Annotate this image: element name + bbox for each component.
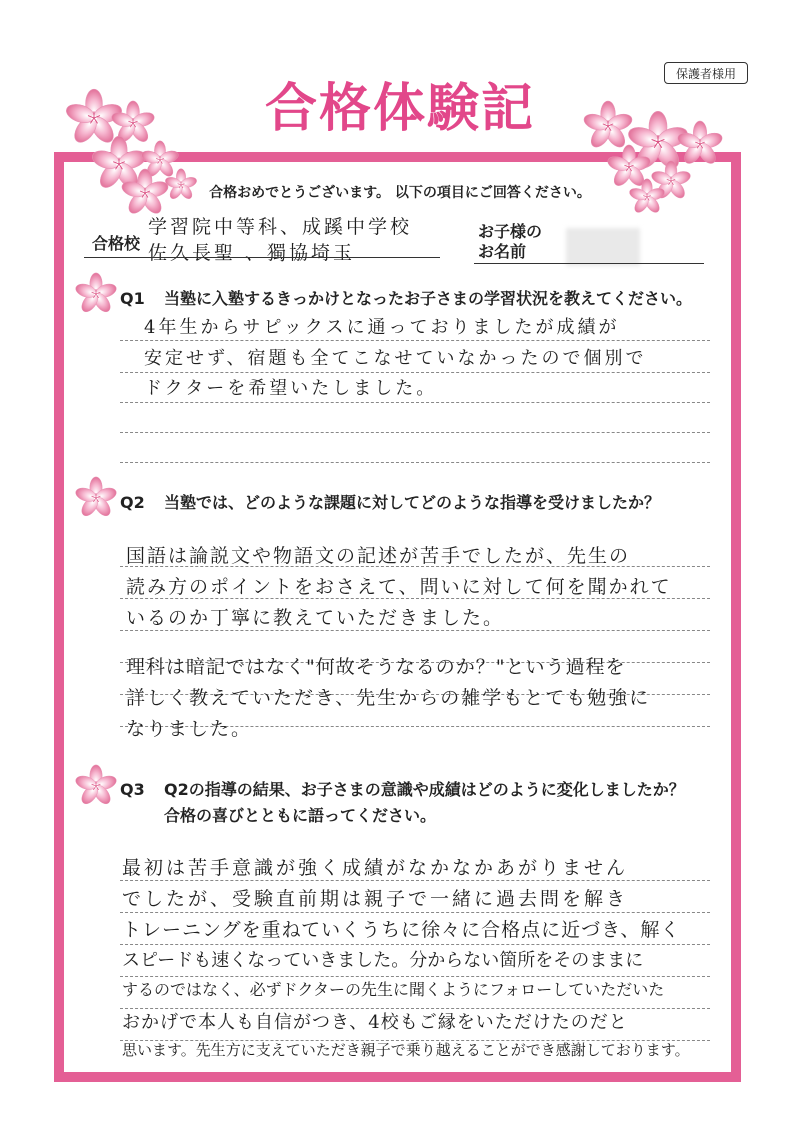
q1-heading <box>120 286 692 309</box>
q2-number: Q2 <box>120 493 145 512</box>
school-underline <box>84 257 440 258</box>
answer-rule <box>120 432 710 433</box>
q1-number: Q1 <box>120 289 145 308</box>
school-label: 合格校 <box>92 234 141 253</box>
blossom-icon <box>74 476 118 520</box>
answer-rule <box>120 462 710 463</box>
q3-answer-line: おかげで本人も自信がつき、4校もご縁をいただけたのだと <box>122 1012 628 1033</box>
child-name-underline <box>474 263 704 264</box>
blossom-icon <box>74 764 118 808</box>
school-answer-line: 学習院中等科、成蹊中学校 <box>148 216 413 238</box>
q2-answer-line: 読み方のポイントをおさえて、問いに対して何を聞かれて <box>126 576 672 598</box>
answer-rule <box>120 630 710 631</box>
q3-answer-line: スピードも速くなっていきました。分からない箇所をそのままに <box>122 950 644 971</box>
q3-answer-line: トレーニングを重ねていくうちに徐々に合格点に近づき、解く <box>122 919 681 941</box>
answer-rule <box>120 402 710 403</box>
q1-answer-line: ドクターを希望いたしました。 <box>144 378 438 399</box>
answer-rule <box>120 944 710 945</box>
q2-heading <box>120 490 660 513</box>
school-answer-line: 佐久長聖 、獨協埼玉 <box>148 242 356 264</box>
q2-question: 当塾では、どのような課題に対してどのような指導を受けましたか？ <box>164 493 661 512</box>
q1-answer-line: 安定せず、宿題も全てこなせていなかったので個別で <box>144 348 647 369</box>
child-name-label: お子様の <box>478 222 543 241</box>
answer-rule <box>120 912 710 913</box>
q2-answer-line: いるのか丁寧に教えていただきました。 <box>126 607 505 629</box>
q3-answer-line: でしたが、受験直前期は親子で一緒に過去問を解き <box>122 888 629 910</box>
answer-rule <box>120 880 710 881</box>
q3-answer-line: 最初は苦手意識が強く成績がなかなかあがりません <box>122 857 629 879</box>
q2-answer-line: 理科は暗記ではなく"何故そうなるのか？"という過程を <box>126 656 626 678</box>
q3-question-cont: 合格の喜びとともに語ってください。 <box>164 806 437 825</box>
q3-answer-line: するのではなく、必ずドクターの先生に聞くようにフォローしていただいた <box>122 980 665 999</box>
child-name-redacted <box>566 228 640 266</box>
answer-rule <box>120 340 710 341</box>
q3-heading <box>120 777 685 800</box>
child-name-label: お名前 <box>478 242 527 261</box>
q2-answer-line: なりました。 <box>126 718 253 740</box>
audience-badge: 保護者様用 <box>664 62 748 84</box>
blossom-icon <box>74 272 118 316</box>
q2-answer-line: 詳しく教えていただき、先生からの雑学もとても勉強に <box>126 687 651 709</box>
page-title: 合格体験記 <box>264 78 535 139</box>
answer-rule <box>120 372 710 373</box>
q3-answer-line: 思います。先生方に支えていただき親子で乗り越えることができ感謝しております。 <box>122 1041 690 1059</box>
q1-question: 当塾に入塾するきっかけとなったお子さまの学習状況を教えてください。 <box>164 289 693 308</box>
q3-question: Q2の指導の結果、お子さまの意識や成績はどのように変化しましたか？ <box>164 780 685 799</box>
q2-answer-line: 国語は論説文や物語文の記述が苦手でしたが、先生の <box>126 545 631 567</box>
q3-number: Q3 <box>120 780 145 799</box>
greeting-text: 合格おめでとうございます。 以下の項目にご回答ください。 <box>209 185 591 201</box>
q1-answer-line: 4年生からサピックスに通っておりましたが成績が <box>144 317 620 338</box>
